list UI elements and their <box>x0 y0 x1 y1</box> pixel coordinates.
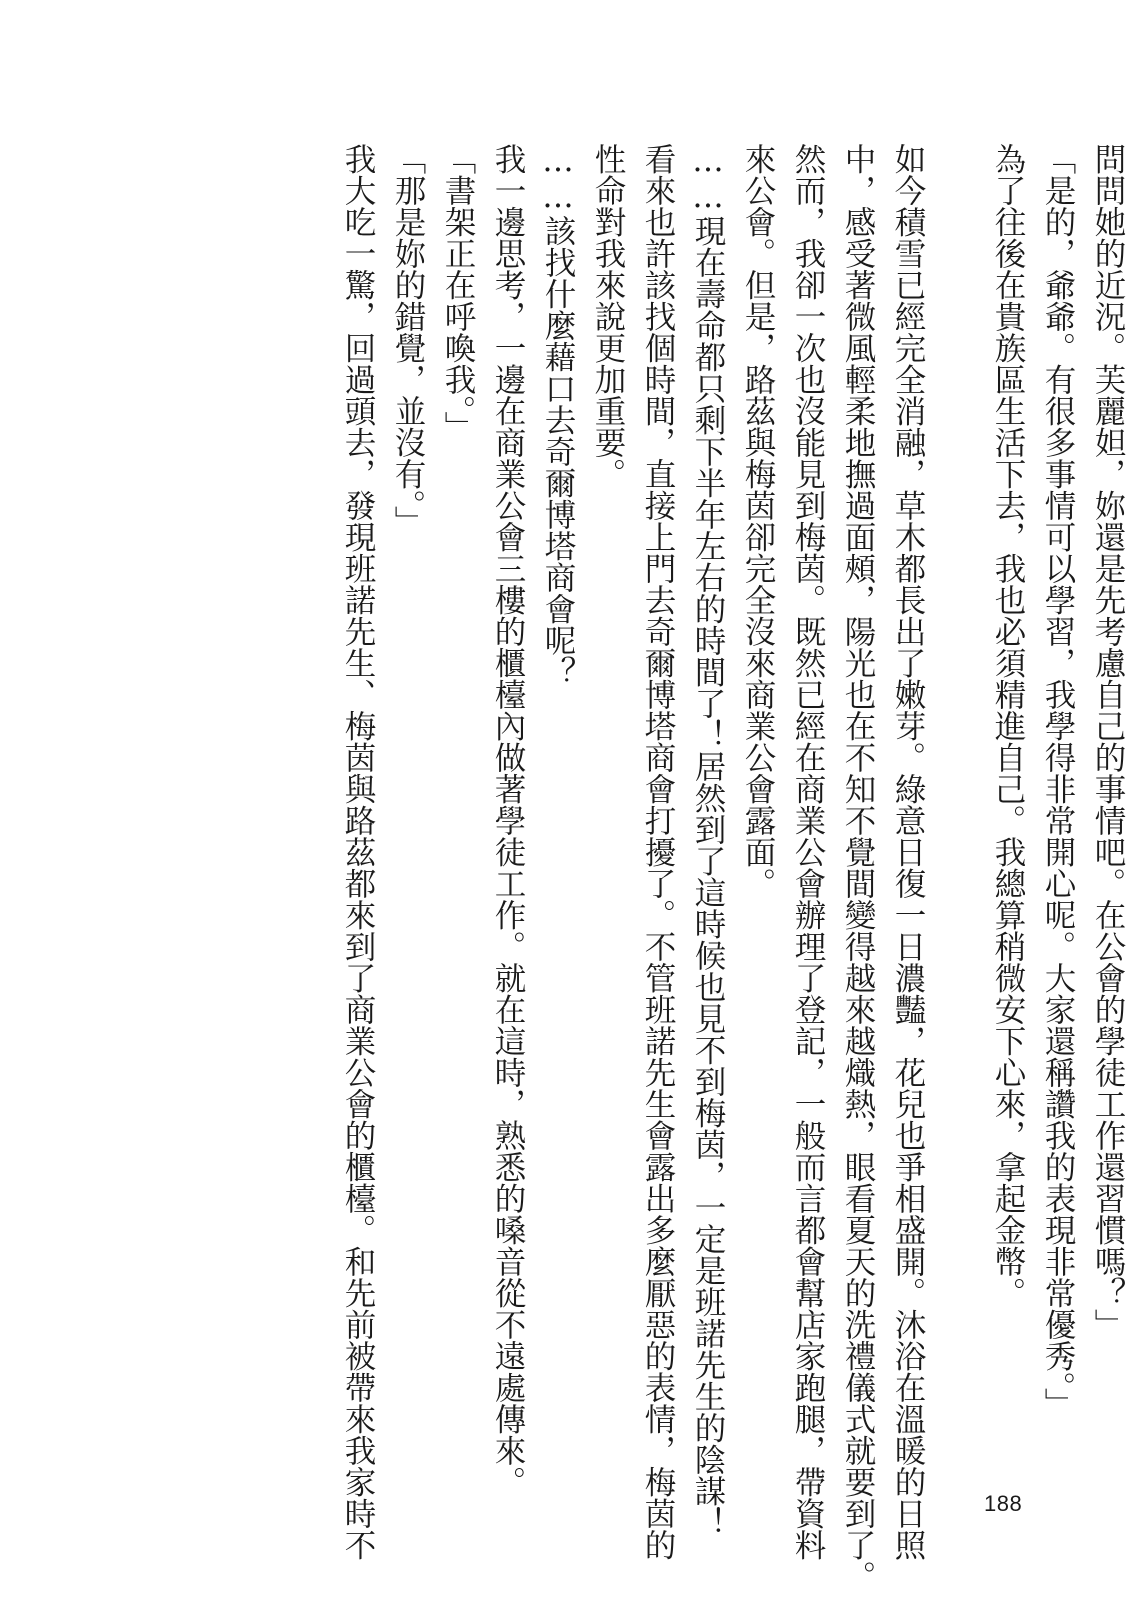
text-column-16: 我大吃一驚，回過頭去，發現班諾先生、梅茵與路茲都來到了商業公會的櫃檯。和先前被帶來我家時不 <box>340 143 376 1561</box>
text-column-6: 中，感受著微風輕柔地撫過面頰，陽光也在不知不覺間變得越來越熾熱，眼看夏天的洗禮儀式就要到了。 <box>840 143 876 1592</box>
text-column-11: 性命對我來說更加重要。 <box>590 143 626 490</box>
text-column-2: 「是的，爺爺。有很多事情可以學習，我學得非常開心呢。大家還稱讚我的表現非常優秀。」 <box>1040 143 1076 1419</box>
text-column-5: 如今積雪已經完全消融，草木都長出了嫩芽。綠意日復一日濃豔，花兒也爭相盛開。沐浴在溫暖的日照 <box>890 143 926 1561</box>
text-column-12: ……該找什麼藉口去奇爾博塔商會呢？ <box>540 143 576 688</box>
text-column-13: 我一邊思考，一邊在商業公會三樓的櫃檯內做著學徒工作。就在這時，熟悉的嗓音從不遠處傳來。 <box>490 143 526 1498</box>
text-column-1: 問問她的近況。芙麗妲，妳還是先考慮自己的事情吧。在公會的學徒工作還習慣嗎？」 <box>1090 143 1126 1340</box>
text-column-15: 「那是妳的錯覺，並沒有。」 <box>390 143 426 537</box>
text-column-14: 「書架正在呼喚我。」 <box>440 143 476 443</box>
page-number: 188 <box>984 1491 1023 1516</box>
text-column-9: ……現在壽命都只剩下半年左右的時間了！居然到了這時候也見不到梅茵，一定是班諾先生的陰謀！ <box>690 143 726 1538</box>
text-column-7: 然而，我卻一次也沒能見到梅茵。既然已經在商業公會辦理了登記，一般而言都會幫店家跑腿，帶資料 <box>790 143 826 1561</box>
text-column-3: 為了往後在貴族區生活下去，我也必須精進自己。我總算稍微安下心來，拿起金幣。 <box>990 143 1026 1309</box>
text-column-10: 看來也許該找個時間，直接上門去奇爾博塔商會打擾了。不管班諾先生會露出多麼厭惡的表情，梅茵的 <box>640 143 676 1561</box>
text-column-8: 來公會。但是，路茲與梅茵卻完全沒來商業公會露面。 <box>740 143 776 899</box>
